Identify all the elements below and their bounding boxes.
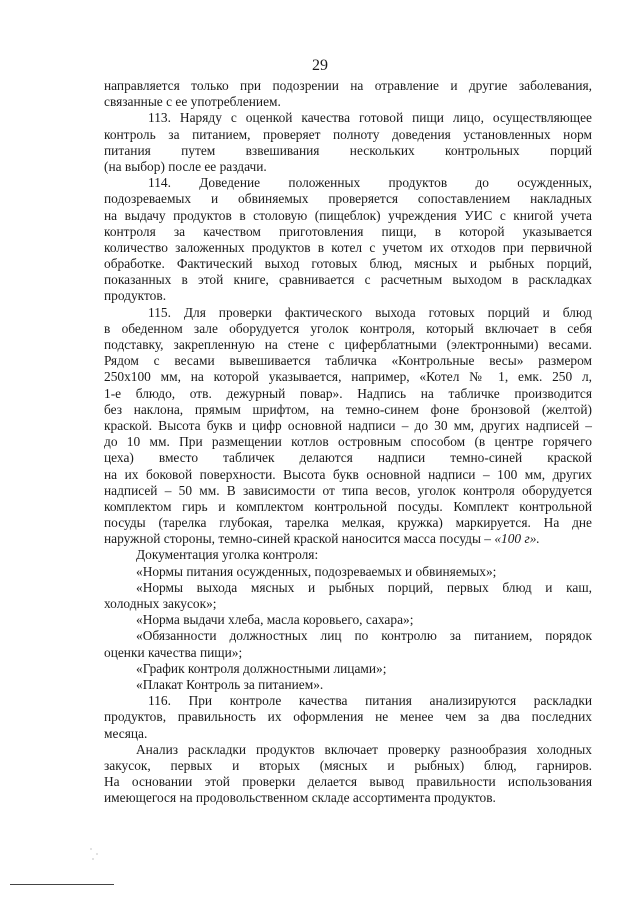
text-line: контроль за питанием, проверяет полноту доведения установленных норм — [104, 126, 592, 142]
text-line: связанные с ее употреблением. — [104, 94, 281, 110]
text-line: обработке. Фактический выход готовых блюд, мясных и рыбных порций, — [104, 256, 592, 272]
text-line: Документация уголка контроля: — [136, 547, 319, 563]
text-line: 1-е блюдо, отв. дежурный повар». Надпись на табличке производится — [104, 385, 592, 401]
mass-label-italic: «100 г». — [494, 531, 540, 547]
text-line: продуктов. — [104, 288, 167, 304]
text-line: «Норма выдачи хлеба, масла коровьего, сахара»; — [136, 612, 414, 628]
text-line: до 10 мм. При размещении котлов островным способом (в центре горячего — [104, 434, 592, 450]
text-line: (на выбор) после ее раздачи. — [104, 158, 267, 174]
text-line: питания путем взвешивания нескольких контрольных порций — [104, 142, 592, 158]
text-line: «График контроля должностными лицами»; — [136, 660, 387, 676]
text-line: контроля за качеством приготовления пищи, в которой указывается — [104, 223, 592, 239]
text-line: 115. Для проверки фактического выхода готовых порций и блюд — [148, 304, 592, 320]
text-line: месяца. — [104, 725, 148, 741]
text-line: 114. Доведение положенных продуктов до осужденных, — [148, 175, 592, 191]
text-line: холодных закусок»; — [104, 596, 217, 611]
text-line: 250x100 мм, на которой указывается, например, «Котел № 1, емк. 250 л, — [104, 369, 592, 385]
text-line: продуктов, правильность их оформления не менее чем за два последних — [104, 709, 592, 725]
text-line: Анализ раскладки продуктов включает проверку разнообразия холодных — [136, 741, 592, 757]
text-line: «Нормы питания осужденных, подозреваемых и обвиняемых»; — [136, 563, 497, 579]
text-line: посуды (тарелка глубокая, тарелка мелкая, кружка) маркируется. На дне — [104, 515, 592, 531]
text-line: цеха) вместо табличек делаются надписи темно-синей краской — [104, 450, 592, 466]
text-line: На основании этой проверки делается вывод правильности использования — [104, 774, 592, 790]
text-line: количество заложенных продуктов в котел с учетом их отходов при первичной — [104, 239, 592, 255]
text-line: «Нормы выхода мясных и рыбных порций, первых блюд и каш, — [136, 579, 592, 595]
text-line: на выдачу продуктов в столовую (пищеблок) учреждения УИС с книгой учета — [104, 207, 592, 223]
text-line: «Плакат Контроль за питанием». — [136, 676, 324, 692]
text-line: направляется только при подозрении на отравление и другие заболевания, — [104, 78, 592, 93]
page-number: 29 — [312, 57, 328, 74]
text-line: надписей – 50 мм. В зависимости от типа весов, уголок контроля оборудуется — [104, 482, 592, 498]
text-line: подставку, закрепленную на стене с циферблатными (электронными) весами. — [104, 337, 592, 352]
text-line: Рядом с весами вывешивается табличка «Контрольные весы» размером — [104, 353, 592, 369]
text-line: оценки качества пищи»; — [104, 644, 243, 660]
footnote-rule — [10, 884, 114, 885]
text-line: «Обязанности должностных лиц по контролю за питанием, порядок — [136, 628, 592, 644]
text-line: краской. Высота букв и цифр основной надписи – до 30 мм, других надписей – — [104, 417, 592, 433]
document-body — [104, 78, 592, 806]
text-line: имеющегося на продовольственном складе ассортимента продуктов. — [104, 790, 496, 806]
text-line-main: наружной стороны, темно-синей краской наносится масса посуды – — [104, 531, 495, 547]
text-line: 116. При контроле качества питания анализируются раскладки — [148, 693, 592, 709]
text-line: без наклона, прямым шрифтом, на темно-синем фоне бронзовой (желтой) — [104, 401, 592, 417]
scan-specks — [88, 846, 104, 862]
text-line: комплектом гирь и комплектом контрольной посуды. Комплект контрольной — [104, 498, 592, 514]
text-line: закусок, первых и вторых (мясных и рыбных) блюд, гарниров. — [104, 757, 592, 773]
text-line — [104, 531, 592, 547]
text-line: 113. Наряду с оценкой качества готовой пищи лицо, осуществляющее — [148, 110, 592, 126]
text-line: показанных в этой книге, сравнивается с расчетным выходом в раскладках — [104, 272, 592, 288]
text-line: подозреваемых и обвиняемых проверяется сопоставлением накладных — [104, 191, 592, 207]
text-line: в обеденном зале оборудуется уголок контроля, который включает в себя — [104, 320, 592, 336]
text-line: на их боковой поверхности. Высота букв основной надписи – 100 мм, других — [104, 466, 592, 482]
